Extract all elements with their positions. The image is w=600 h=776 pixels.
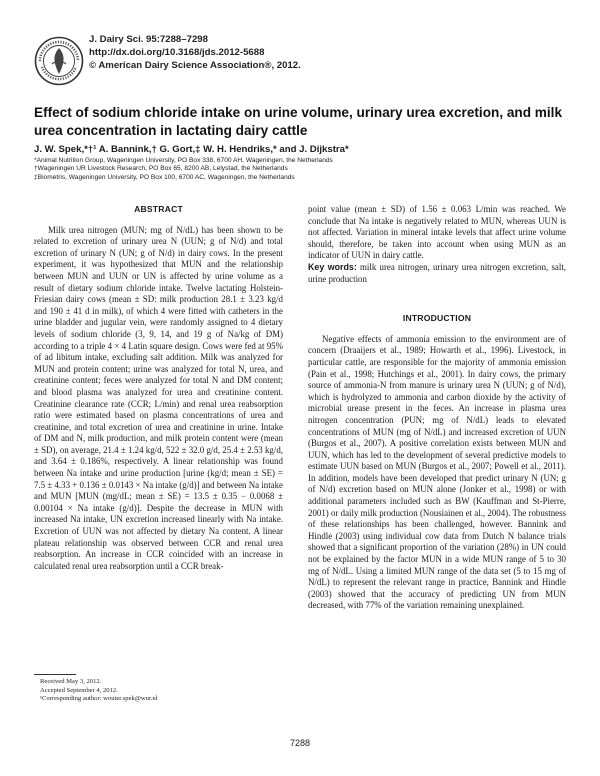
- page-number: 7288: [289, 738, 311, 748]
- affiliation-item: ‡Biometris, Wageningen University, PO Box 100, 6700 AC, Wageningen, the Netherlands: [34, 173, 295, 181]
- journal-info: [89, 34, 301, 72]
- footnote-divider: [34, 674, 76, 675]
- ads-seal-logo: [34, 36, 84, 86]
- article-title: Effect of sodium chloride intake on urine volume, urinary urea excretion, and milk urea concentration in lactating dairy cattle: [34, 105, 563, 138]
- abstract-continued: point value (mean ± SD) of 1.56 ± 0.063 L/min was reached. We conclude that Na intake is negatively related to MUN, whereas UUN is not affected. Variation in mineral intake levels that affect urine volume should, therefore, be taken into account when using MUN as an indicator of UUN in dairy cattle.: [308, 204, 566, 261]
- introduction-text: Negative effects of ammonia emission to the environment are of concern (Draaijers et al., 1989; Howarth et al., 1996). Livestock, in particular cattle, are responsible for the majority of ammonia emission (Pain et al., 1998; Hutchings et al., 2001). In dairy cows, the primary source of ammonia-N from manure is urinary urea N (UUN; g of N/d), which is hydrolyzed to ammonia and carbon dioxide by the activity of microbial urease present in the feces. An increase in plasma urea nitrogen concentration (PUN; mg of N/dL) leads to elevated concentrations of MUN (mg of N/dL) and increased excretion of UUN (Burgos et al., 2007). A positive correlation exists between MUN and UUN, which has led to the development of several predictive models to estimate UUN based on MUN (Burgos et al., 2007; Powell et al., 2011). In addition, models have been developed that predict urinary N (UN; g of N/d) excretion based on MUN alone (Jonker et al., 1998) or with additional parameters included such as BW (Kauffman and St-Pierre, 2001) or daily milk production (Nousiainen et al., 2004). The robustness of these relationships has been challenged, however. Bannink and Hindle (2003) using individual cow data from Dutch N balance trials showed that a significant proportion of the variation (28%) in UN could not be explained by the factor MUN in a wide MUN range of 5 to 30 mg of N/dL. Using a limited MUN range of the data set (5 to 15 mg of N/dL) to represent the relevant range in practice, Bannink and Hindle (2003) showed that the accuracy of predicting UN from MUN decreased, with 77% of the variation remaining unexplained.: [308, 333, 566, 611]
- keywords-text: milk urea nitrogen, urinary urea nitrogen excretion, salt, urine production: [308, 261, 567, 284]
- author-list: J. W. Spek,*†¹ A. Bannink,† G. Gort,‡ W. H. Hendriks,* and J. Dijkstra*: [34, 144, 349, 155]
- footnotes: [40, 678, 158, 704]
- corresponding-author: ¹Corresponding author: wouter.spek@wur.nl: [40, 695, 158, 703]
- affiliation-item: *Animal Nutrition Group, Wageningen University, PO Box 338, 6700 AH, Wageningen, the Netherlands: [34, 157, 333, 164]
- keywords: [308, 262, 566, 285]
- abstract-text: Milk urea nitrogen (MUN; mg of N/dL) has been shown to be related to excretion of urinary urea N (UUN; g of N/d) and total excretion of urinary N (UN; g of N/d) in dairy cows. In the present experiment, it was hypothesized that MUN and the relationship between MUN and UUN or UN is affected by urine volume as a result of dietary sodium chloride intake. Twelve lactating Holstein-Friesian dairy cows (mean ± SD: milk production 28.1 ± 3.23 kg/d and 190 ± 41 d in milk), of which 4 were fitted with catheters in the urine bladder and jugular vein, were randomly assigned to 4 dietary levels of sodium chloride (3, 9, 14, and 19 g of Na/kg of DM) according to a triple 4 × 4 Latin square design. Cows were fed at 95% of ad libitum intake, excluding salt addition. Milk was analyzed for MUN and protein content; urine was analyzed for total N, urea, and creatinine content; feces were analyzed for total N and DM content; and blood plasma was analyzed for urea and creatinine content. Creatinine clearance rate (CCR; L/min) and renal urea reabsorption ratio were estimated based on plasma concentrations of urea and creatinine, and total excretion of urea and creatinine in urine. Intake of DM and N, milk production, and milk protein content were (mean ± SD), on average, 21.4 ± 1.24 kg/d, 522 ± 32.0 g/d, 25.4 ± 2.53 kg/d, and 3.64 ± 0.186%, respectively. A linear relationship was found between Na intake and urine production [urine (kg/d; mean ± SE) = 7.5 ± 4.33 + 0.136 ± 0.0143 × Na intake (g/d)] and between Na intake and MUN [MUN (mg/dL; mean ± SE) = 13.5 ± 0.35 − 0.0068 ± 0.00104 × Na intake (g/d)]. Despite the decrease in MUN with increased Na intake, UN excretion increased linearly with Na intake. Excretion of UUN was not affected by dietary Na content. A linear plateau relationship was observed between CCR and renal urea reabsorption. An increase in CCR coincided with an increase in calculated renal urea reabsorption until a CCR break-: [34, 224, 283, 571]
- right-column: [308, 204, 566, 612]
- journal-copyright: © American Dairy Science Association®, 2012.: [89, 59, 301, 71]
- keywords-label: Key words:: [308, 261, 357, 272]
- abstract-heading: ABSTRACT: [134, 204, 183, 214]
- received-date: Received May 3, 2012.: [40, 678, 102, 685]
- accepted-date: Accepted September 4, 2012.: [40, 686, 118, 694]
- left-column: [34, 204, 283, 572]
- journal-doi[interactable]: http://dx.doi.org/10.3168/jds.2012-5688: [89, 46, 265, 58]
- journal-citation: J. Dairy Sci. 95:7288–7298: [89, 34, 208, 45]
- introduction-heading: INTRODUCTION: [402, 313, 472, 324]
- affiliations: [34, 157, 333, 182]
- affiliation-item: †Wageningen UR Livestock Research, PO Box 65, 8200 AB, Lelystad, the Netherlands: [34, 165, 288, 173]
